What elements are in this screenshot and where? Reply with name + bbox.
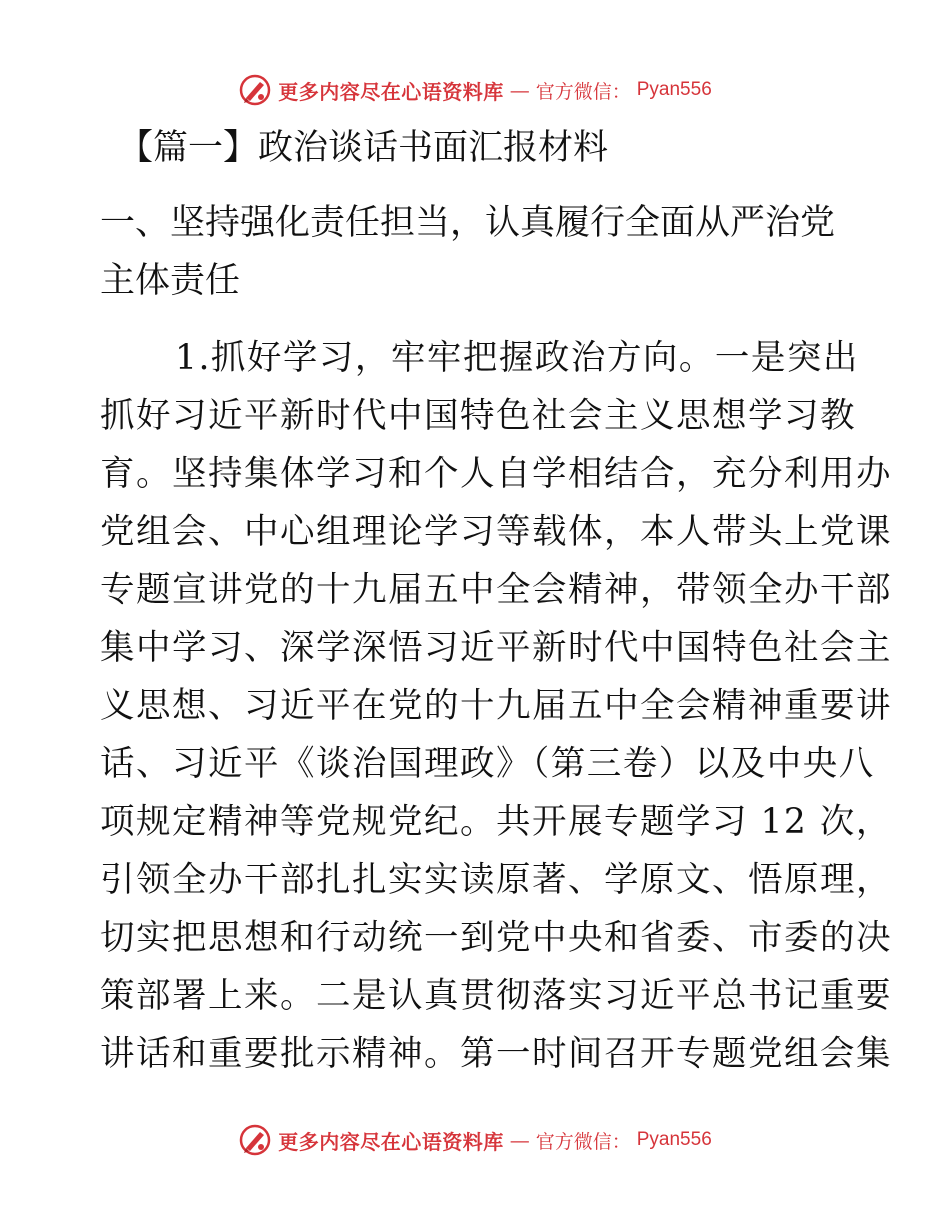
watermark-banner-top — [0, 70, 950, 110]
watermark-brand-text: 更多内容尽在心语资料库 — [278, 79, 504, 104]
watermark-channel-text: 官方微信： — [535, 1130, 631, 1153]
section-title-line-1: 一、坚持强化责任担当，认真履行全面从严治党 — [100, 203, 836, 243]
watermark-brand-text: 更多内容尽在心语资料库 — [278, 1129, 504, 1154]
watermark-separator: — — [509, 78, 530, 102]
document-heading: 【篇一】政治谈话书面汇报材料 — [118, 128, 609, 168]
section-title-line-2: 主体责任 — [100, 261, 241, 301]
watermark-handle: Pyan556 — [636, 79, 712, 100]
pen-logo-icon — [238, 1123, 272, 1157]
body-line: 策部署上来。二是认真贯彻落实习近平总书记重要 — [100, 976, 892, 1016]
body-line: 讲话和重要批示精神。第一时间召开专题党组会集 — [100, 1034, 892, 1074]
watermark-channel-text: 官方微信： — [535, 80, 631, 103]
body-line: 专题宣讲党的十九届五中全会精神，带领全办干部 — [100, 570, 892, 610]
body-line: 义思想、习近平在党的十九届五中全会精神重要讲 — [100, 686, 892, 726]
body-line: 抓好习近平新时代中国特色社会主义思想学习教 — [100, 396, 856, 436]
body-line: 切实把思想和行动统一到党中央和省委、市委的决 — [100, 918, 892, 958]
body-line: 项规定精神等党规党纪。共开展专题学习 12 次， — [100, 802, 892, 842]
pen-logo-icon — [238, 73, 272, 107]
watermark-handle: Pyan556 — [636, 1129, 712, 1150]
body-line: 话、习近平《谈治国理政》（第三卷）以及中央八 — [100, 744, 875, 784]
body-line: 1.抓好学习，牢牢把握政治方向。一是突出 — [175, 338, 859, 378]
body-line: 育。坚持集体学习和个人自学相结合，充分利用办 — [100, 454, 892, 494]
watermark-separator: — — [509, 1128, 530, 1152]
body-line: 引领全办干部扎扎实实读原著、学原文、悟原理， — [100, 860, 892, 900]
section-title — [100, 194, 870, 310]
body-line: 集中学习、深学深悟习近平新时代中国特色社会主 — [100, 628, 892, 668]
body-line: 党组会、中心组理论学习等载体，本人带头上党课 — [100, 512, 892, 552]
watermark-banner-bottom — [0, 1120, 950, 1160]
